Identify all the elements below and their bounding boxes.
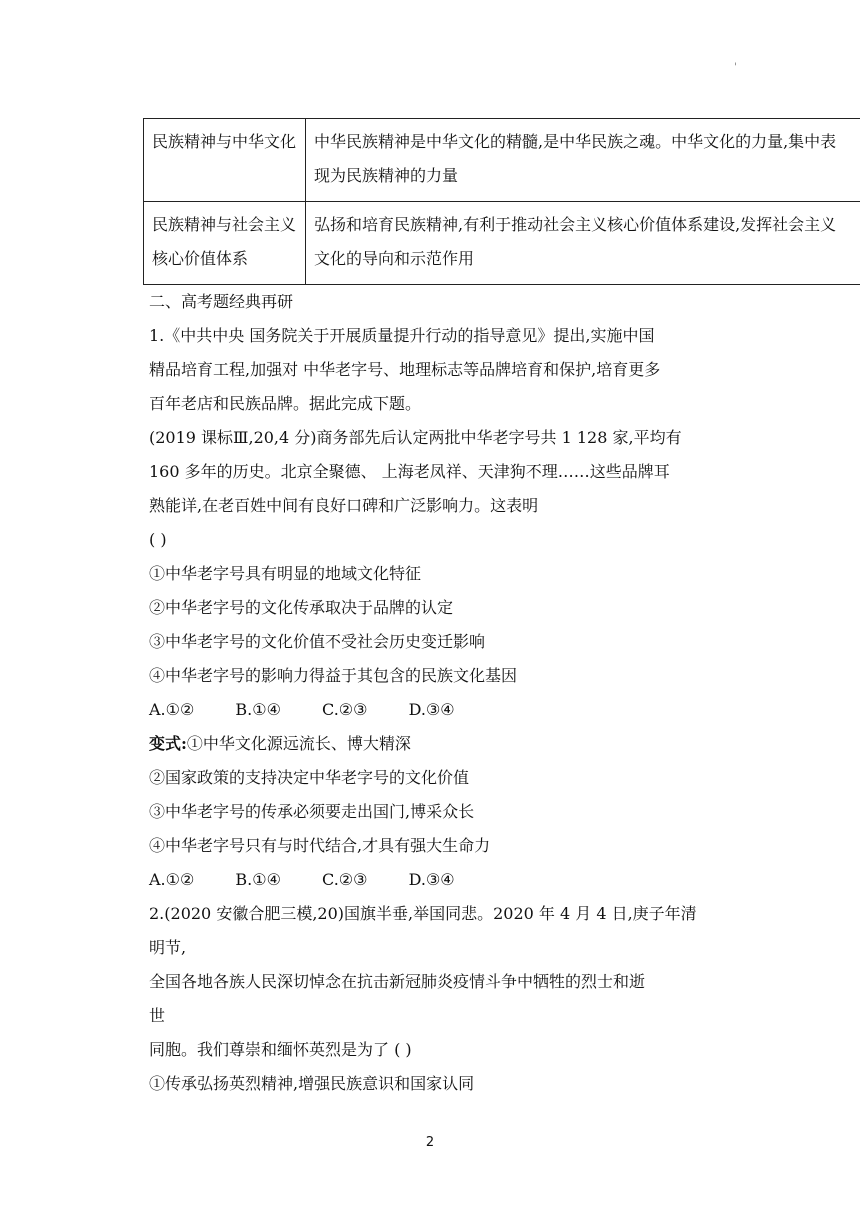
concept-table xyxy=(143,118,860,285)
option-b: B.①④ xyxy=(235,700,281,719)
option-a: A.①② xyxy=(149,870,195,889)
corner-mark: ' xyxy=(734,62,737,73)
answer-blank: ( ) xyxy=(149,530,167,549)
section-title: 二、高考题经典再研 xyxy=(149,292,294,311)
question-text-line: 明节, xyxy=(149,938,187,957)
question-text-line: 2.(2020 安徽合肥三模,20)国旗半垂,举国同悲。2020 年 4 月 4 日,庚子年清 xyxy=(149,904,697,923)
option-d: D.③④ xyxy=(408,870,455,889)
question-text-line: 全国各地各族人民深切悼念在抗击新冠肺炎疫情斗争中牺牲的烈士和逝 xyxy=(149,972,646,991)
question-text-line: (2019 课标Ⅲ,20,4 分)商务部先后认定两批中华老字号共 1 128 家,平均有 xyxy=(149,428,682,447)
variant-label: 变式: xyxy=(149,734,187,753)
question-text-line: 160 多年的历史。北京全聚德、 上海老凤祥、天津狗不理……这些品牌耳 xyxy=(149,462,670,481)
document-body xyxy=(149,285,724,1101)
question-1 xyxy=(149,319,724,727)
variant-statement: ①中华文化源远流长、博大精深 xyxy=(186,734,411,753)
question-2 xyxy=(149,897,724,1101)
option-b: B.①④ xyxy=(235,870,281,889)
question-text-line: 百年老店和民族品牌。据此完成下题。 xyxy=(149,394,422,413)
table-term-cell: 民族精神与中华文化 xyxy=(144,119,306,202)
statement-item: ①中华老字号具有明显的地域文化特征 xyxy=(149,564,422,583)
table-row xyxy=(144,119,860,202)
option-c: C.②③ xyxy=(322,870,368,889)
question-text-line: 世 xyxy=(149,1006,166,1025)
variant-question xyxy=(149,727,724,897)
statement-item xyxy=(149,727,724,761)
question-text-line: 同胞。我们尊崇和缅怀英烈是为了 ( ) xyxy=(149,1040,412,1059)
statement-item: ②国家政策的支持决定中华老字号的文化价值 xyxy=(149,768,470,787)
option-a: A.①② xyxy=(149,700,195,719)
question-text-line: 熟能详,在老百姓中间有良好口碑和广泛影响力。这表明 xyxy=(149,496,539,515)
page-number: 2 xyxy=(425,1135,435,1150)
statement-item: ③中华老字号的传承必须要走出国门,博采众长 xyxy=(149,802,475,821)
option-d: D.③④ xyxy=(408,700,455,719)
table-term-cell: 民族精神与社会主义核心价值体系 xyxy=(144,202,306,285)
question-text-line: 精品培育工程,加强对 中华老字号、地理标志等品牌培育和保护,培育更多 xyxy=(149,360,661,379)
statement-item: ④中华老字号的影响力得益于其包含的民族文化基因 xyxy=(149,666,518,685)
answer-options xyxy=(149,693,724,727)
answer-options xyxy=(149,863,724,897)
statement-item: ①传承弘扬英烈精神,增强民族意识和国家认同 xyxy=(149,1074,475,1093)
statement-item: ③中华老字号的文化价值不受社会历史变迁影响 xyxy=(149,632,486,651)
statement-item: ②中华老字号的文化传承取决于品牌的认定 xyxy=(149,598,454,617)
table-desc-cell: 中华民族精神是中华文化的精髓,是中华民族之魂。中华文化的力量,集中表现为民族精神的力量 xyxy=(306,119,860,202)
table-desc-cell: 弘扬和培育民族精神,有利于推动社会主义核心价值体系建设,发挥社会主义文化的导向和示范作用 xyxy=(306,202,860,285)
table-row xyxy=(144,202,860,285)
option-c: C.②③ xyxy=(322,700,368,719)
statement-item: ④中华老字号只有与时代结合,才具有强大生命力 xyxy=(149,836,491,855)
question-text-line: 1.《中共中央 国务院关于开展质量提升行动的指导意见》提出,实施中国 xyxy=(149,326,655,345)
